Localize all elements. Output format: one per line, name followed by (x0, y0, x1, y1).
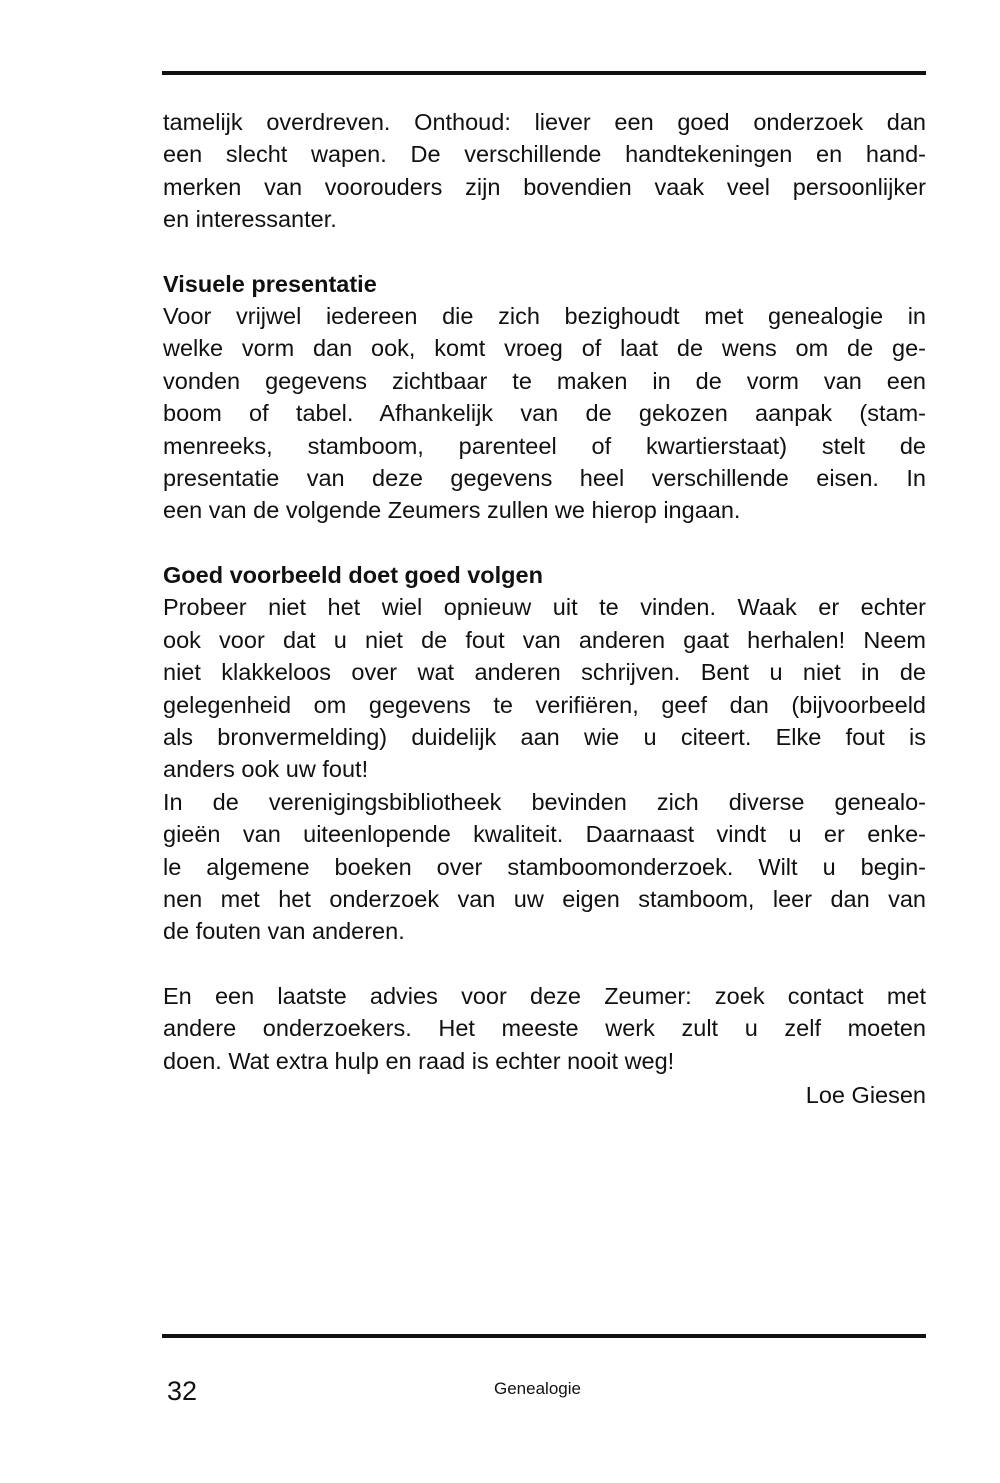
text-line: tamelijk overdreven. Onthoud: liever een goed onderzoek dan (163, 109, 926, 135)
text-line: vonden gegevens zichtbaar te maken in de vorm van een (163, 367, 926, 394)
closing-paragraph (163, 980, 926, 1077)
text-line: Voor vrijwel iedereen die zich bezighoudt met genealogie in (163, 303, 926, 330)
intro-paragraph (163, 106, 926, 236)
text-line: ook voor dat u niet de fout van anderen gaat herhalen! Neem (163, 626, 926, 653)
text-line: en interessanter. (163, 206, 337, 233)
text-line: In de verenigingsbibliotheek bevinden zich diverse genealo- (163, 788, 926, 815)
text-line: gelegenheid om gegevens te verifiëren, geef dan (bijvoorbeeld (163, 691, 926, 718)
section-heading: Visuele presentatie (163, 270, 377, 297)
top-rule (162, 71, 926, 75)
bottom-rule (162, 1334, 926, 1338)
text-line: boom of tabel. Afhankelijk van de gekozen aanpak (stam- (163, 400, 926, 427)
footer-title: Genealogie (494, 1379, 581, 1398)
article-body (163, 106, 926, 1077)
text-line: le algemene boeken over stamboomonderzoek. Wilt u begin- (163, 853, 926, 880)
text-line: de fouten van anderen. (163, 918, 405, 945)
text-line: als bronvermelding) duidelijk aan wie u citeert. Elke fout is (163, 723, 926, 750)
text-line: andere onderzoekers. Het meeste werk zult u zelf moeten (163, 1015, 926, 1042)
text-line: anders ook uw fout! (163, 756, 369, 783)
text-line: presentatie van deze gegevens heel verschillende eisen. In (163, 465, 926, 492)
text-line: merken van voorouders zijn bovendien vaak veel persoonlijker (163, 173, 926, 200)
text-line: welke vorm dan ook, komt vroeg of laat de wens om de ge- (163, 335, 926, 362)
section-heading: Goed voorbeeld doet goed volgen (163, 561, 543, 588)
text-line: gieën van uiteenlopende kwaliteit. Daarnaast vindt u er enke- (163, 821, 926, 848)
text-line: een van de volgende Zeumers zullen we hierop ingaan. (163, 497, 741, 524)
text-line: Probeer niet het wiel opnieuw uit te vinden. Waak er echter (163, 594, 926, 621)
section-visuele-presentatie (163, 268, 926, 527)
text-line: doen. Wat extra hulp en raad is echter nooit weg! (163, 1047, 675, 1074)
text-line: een slecht wapen. De verschillende handtekeningen en hand- (163, 141, 926, 168)
text-line: niet klakkeloos over wat anderen schrijven. Bent u niet in de (163, 659, 926, 686)
text-line: menreeks, stamboom, parenteel of kwartierstaat) stelt de (163, 432, 926, 459)
text-line: En een laatste advies voor deze Zeumer: zoek contact met (163, 982, 926, 1009)
section-goed-voorbeeld (163, 559, 926, 948)
author-signature: Loe Giesen (805, 1082, 926, 1108)
text-line: nen met het onderzoek van uw eigen stamboom, leer dan van (163, 885, 926, 912)
page-number: 32 (167, 1376, 198, 1406)
